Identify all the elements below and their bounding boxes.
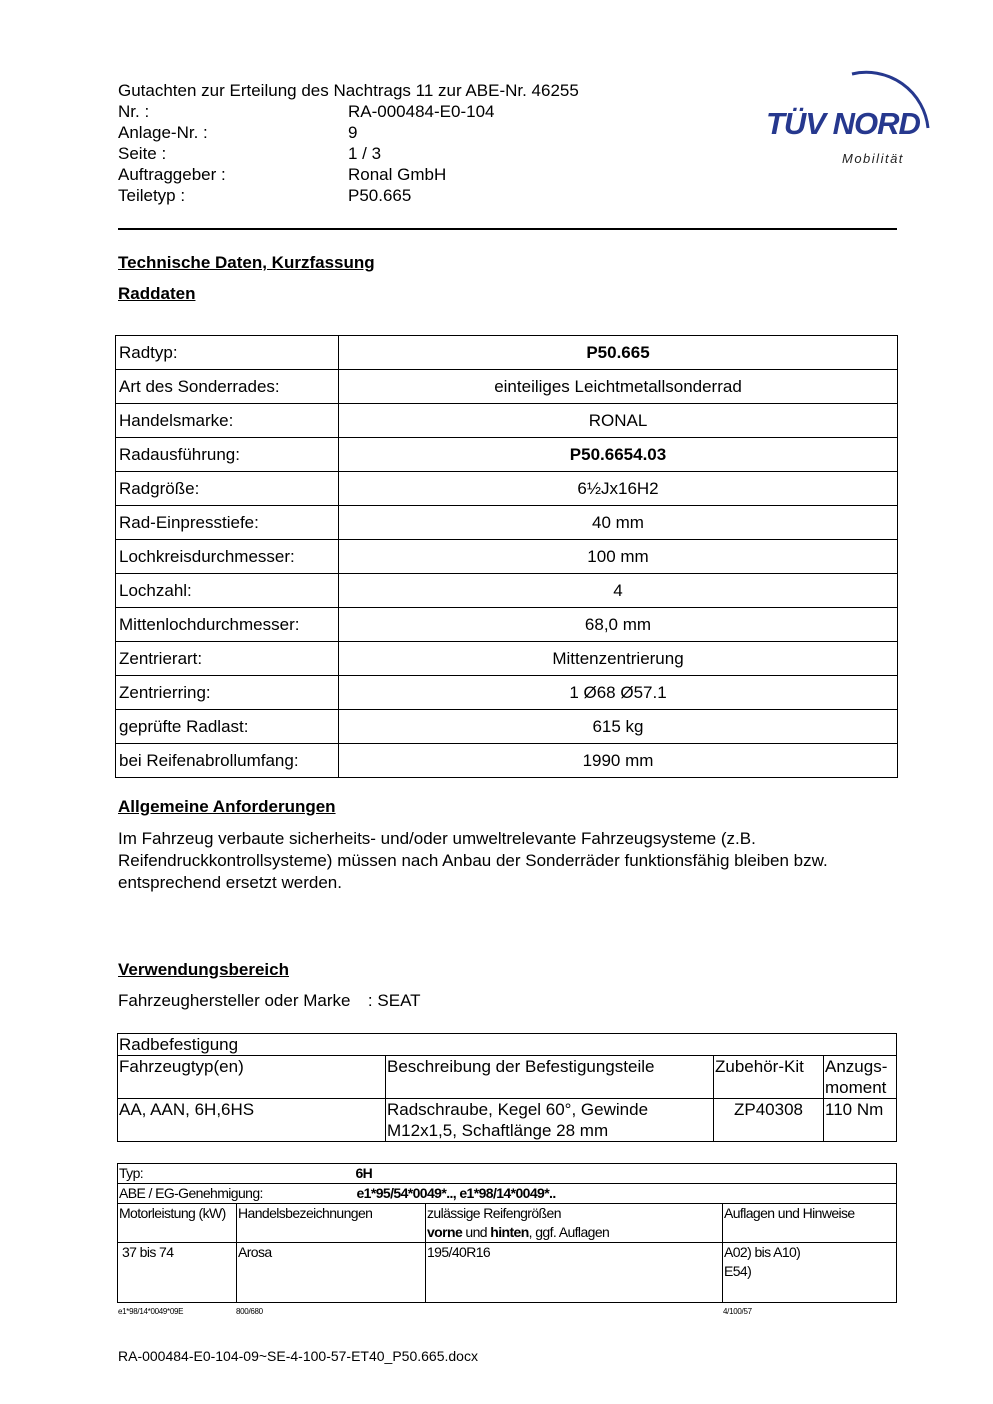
raddaten-label: Radtyp: [116,336,339,370]
allgemein-paragraph: Im Fahrzeug verbaute sicherheits- und/oder umweltrelevante Fahrzeugsysteme (z.B. Reifendruckkontrollsysteme) müssen nach Anbau der Sonderräder funktionsfähig bleiben bzw. entsprechend ersetzt werden. [118,829,828,892]
typ-footnote-2: 800/680 [236,1307,263,1316]
header-label-seite: Seite : [118,144,167,163]
reifen-header-rest: , ggf. Auflagen [528,1224,610,1240]
raddaten-value: 68,0 mm [339,608,898,642]
raddaten-row [116,608,898,642]
raddaten-value: einteiliges Leichtmetallsonderrad [339,370,898,404]
befestigung-header-kit: Zubehör-Kit [714,1056,824,1099]
reifen-header-hinten: hinten [490,1224,529,1240]
raddaten-value: 100 mm [339,540,898,574]
raddaten-row [116,710,898,744]
raddaten-value: Mittenzentrierung [339,642,898,676]
reifen-header-und: und [462,1224,491,1240]
header-motorleistung: Motorleistung (kW) [118,1204,237,1243]
raddaten-value: 4 [339,574,898,608]
befestigung-table [117,1033,897,1142]
typ-value: 6H [356,1164,827,1184]
header-label-nr: Nr. : [118,102,150,121]
typ-footnote-1: e1*98/14*0049*09E [118,1307,184,1316]
typ-footnote-3: 4/100/57 [723,1307,752,1316]
raddaten-row [116,336,898,370]
raddaten-row [116,472,898,506]
raddaten-row [116,744,898,778]
raddaten-value: 6½Jx16H2 [339,472,898,506]
raddaten-row [116,404,898,438]
raddaten-label: Handelsmarke: [116,404,339,438]
raddaten-label: Radgröße: [116,472,339,506]
tuv-nord-logo: TÜV NORD [766,106,920,141]
document-title: Gutachten zur Erteilung des Nachtrags 11 zur ABE-Nr. 46255 [118,81,579,100]
header-divider [118,228,897,230]
befestigung-cell-moment: 110 Nm [824,1099,897,1142]
befestigung-header-beschreibung: Beschreibung der Befestigungsteile [386,1056,714,1099]
befestigung-title: Radbefestigung [118,1034,897,1056]
raddaten-label: Lochzahl: [116,574,339,608]
cell-motorleistung: 37 bis 74 [118,1243,237,1303]
raddaten-value: 1 Ø68 Ø57.1 [339,676,898,710]
raddaten-label: geprüfte Radlast: [116,710,339,744]
header-value-auftraggeber: Ronal GmbH [348,165,447,184]
cell-reifengroesse: 195/40R16 [426,1243,723,1303]
header-value-anlage: 9 [348,123,358,142]
header-label-teiletyp: Teiletyp : [118,186,186,205]
section-title-allgemein: Allgemeine Anforderungen [118,797,336,816]
reifen-header-line1: zulässige Reifengrößen [427,1205,561,1221]
raddaten-row [116,574,898,608]
header-value-seite: 1 / 3 [348,144,382,163]
raddaten-value: P50.6654.03 [339,438,898,472]
header-reifengroessen [426,1204,723,1243]
logo-subtitle: Mobilität [842,151,904,166]
hersteller-label: Fahrzeughersteller oder Marke [118,991,351,1010]
raddaten-label: Zentrierart: [116,642,339,676]
befestigung-cell-typ: AA, AAN, 6H,6HS [118,1099,386,1142]
header-value-nr: RA-000484-E0-104 [348,102,495,121]
section-title-verwendung: Verwendungsbereich [118,960,289,979]
raddaten-label: Radausführung: [116,438,339,472]
cell-handelsbezeichnung: Arosa [237,1243,426,1303]
hersteller-value: SEAT [377,991,421,1010]
hersteller-sep: : [367,991,373,1010]
raddaten-row [116,642,898,676]
header-label-auftraggeber: Auftraggeber : [118,165,226,184]
raddaten-value: 40 mm [339,506,898,540]
document-footer: RA-000484-E0-104-09~SE-4-100-57-ET40_P50.665.docx [118,1348,478,1364]
auflagen-line1: A02) bis A10) [724,1244,801,1260]
reifen-header-vorne: vorne [427,1224,463,1240]
abe-label: ABE / EG-Genehmigung: [118,1184,426,1204]
raddaten-row [116,438,898,472]
raddaten-value: P50.665 [339,336,898,370]
auflagen-line2: E54) [724,1263,752,1279]
raddaten-label: Lochkreisdurchmesser: [116,540,339,574]
typ-label: Typ: [118,1164,426,1184]
befestigung-cell-kit: ZP40308 [714,1099,824,1142]
befestigung-header-moment: Anzugs- moment [824,1056,897,1099]
raddaten-row [116,540,898,574]
befestigung-cell-beschreibung: Radschraube, Kegel 60°, Gewinde M12x1,5, Schaftlänge 28 mm [386,1099,714,1142]
header-auflagen: Auflagen und Hinweise [723,1204,897,1243]
raddaten-table [115,335,898,778]
raddaten-row [116,676,898,710]
raddaten-label: Zentrierring: [116,676,339,710]
header-value-teiletyp: P50.665 [348,186,412,205]
abe-value: e1*95/54*0049*.., e1*98/14*0049*.. [356,1184,827,1204]
section-title-raddaten: Raddaten [118,284,196,303]
raddaten-value: 615 kg [339,710,898,744]
header-label-anlage: Anlage-Nr. : [118,123,208,142]
raddaten-label: Art des Sonderrades: [116,370,339,404]
raddaten-value: RONAL [339,404,898,438]
hersteller-line [118,991,421,1011]
raddaten-value: 1990 mm [339,744,898,778]
raddaten-row [116,506,898,540]
befestigung-header-typ: Fahrzeugtyp(en) [118,1056,386,1099]
cell-auflagen [723,1243,897,1303]
raddaten-label: bei Reifenabrollumfang: [116,744,339,778]
section-title-tech: Technische Daten, Kurzfassung [118,253,375,272]
raddaten-label: Rad-Einpresstiefe: [116,506,339,540]
header-handelsbezeichnungen: Handelsbezeichnungen [237,1204,426,1243]
raddaten-row [116,370,898,404]
typ-table [117,1163,897,1303]
raddaten-label: Mittenlochdurchmesser: [116,608,339,642]
